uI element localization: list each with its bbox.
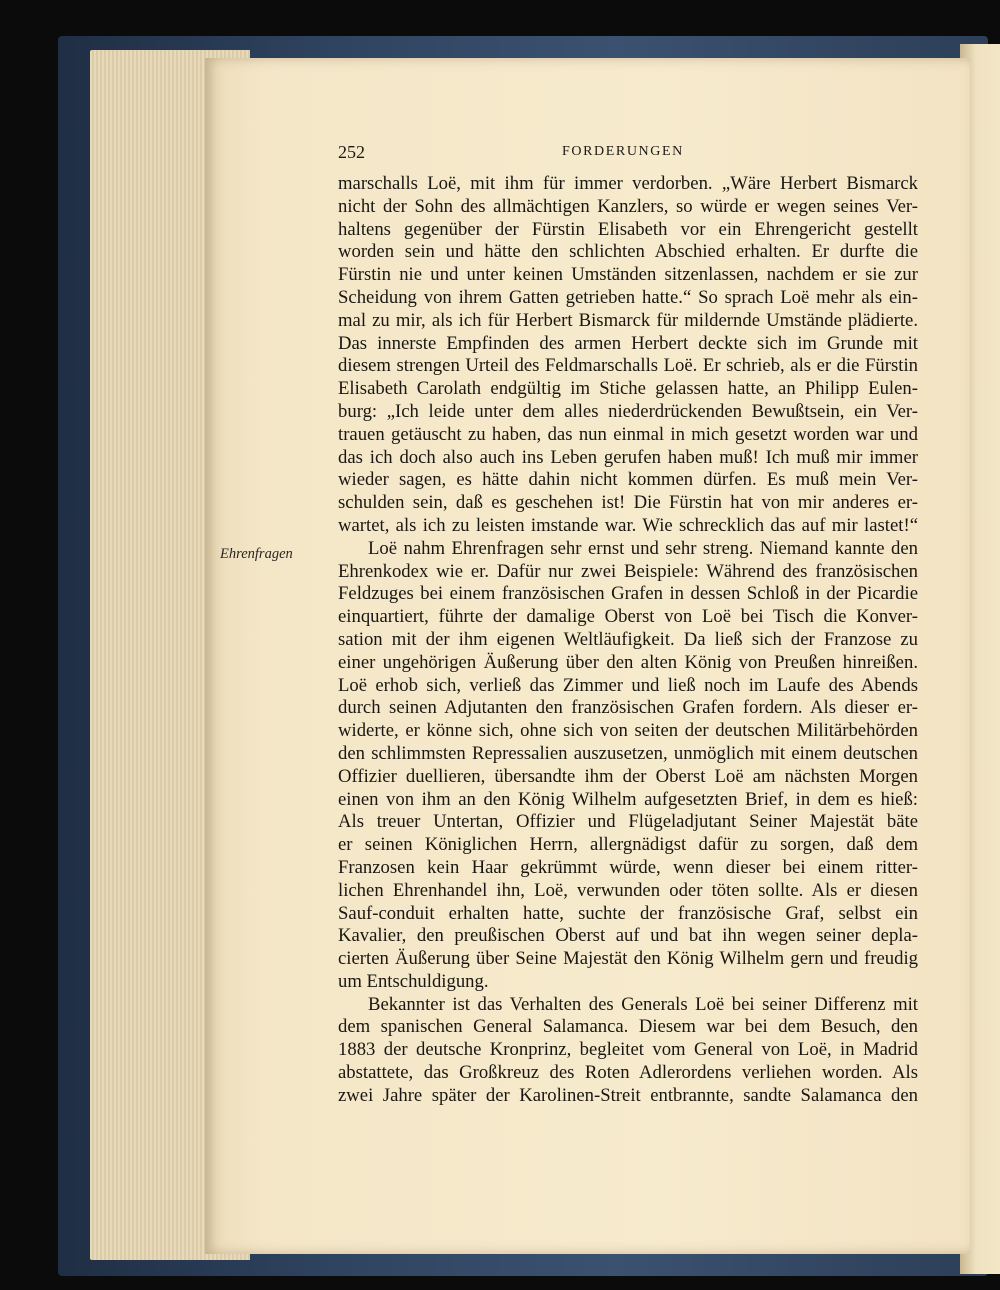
text-line: durch seinen Adjutanten den französischen Grafen fordern. Als dieser er- bbox=[338, 697, 918, 719]
marginal-note: Ehrenfragen bbox=[220, 546, 293, 562]
text-line: Loë erhob sich, verließ das Zimmer und ließ noch im Laufe des Abends bbox=[338, 674, 918, 696]
page-header bbox=[336, 142, 916, 166]
text-line: nicht der Sohn des allmächtigen Kanzlers, so würde er wegen seines Ver- bbox=[338, 195, 918, 217]
text-line: wieder sagen, es hätte dahin nicht kommen dürfen. Es muß mein Ver- bbox=[338, 469, 918, 491]
text-line: Das innerste Empfinden des armen Herbert deckte sich im Grunde mit bbox=[338, 332, 918, 354]
text-line: marschalls Loë, mit ihm für immer verdorben. „Wäre Herbert Bismarck bbox=[338, 173, 918, 194]
text-line: er seinen Königlichen Herrn, allergnädigst dafür zu sorgen, daß dem bbox=[338, 834, 918, 856]
text-line: Kavalier, den preußischen Oberst auf und bat ihn wegen seiner depla- bbox=[338, 925, 918, 947]
text-line: trauen getäuscht zu haben, das nun einmal in mich gesetzt worden war und bbox=[338, 423, 918, 445]
text-line: cierten Äußerung über Seine Majestät den König Wilhelm gern und freudig bbox=[338, 948, 918, 970]
text-line: Offizier duellieren, übersandte ihm der Oberst Loë am nächsten Morgen bbox=[338, 765, 918, 787]
text-line: Feldzuges bei einem französischen Grafen in dessen Schloß in der Picardie bbox=[338, 583, 918, 605]
text-line: einquartiert, führte der damalige Oberst von Loë bei Tisch die Konver- bbox=[338, 606, 918, 628]
text-line: lichen Ehrenhandel ihn, Loë, verwunden oder töten sollte. Als er diesen bbox=[338, 879, 918, 901]
text-line: Sauf-conduit erhalten hatte, suchte der französische Graf, selbst ein bbox=[338, 902, 918, 924]
text-line: Ehrenkodex wie er. Dafür nur zwei Beispiele: Während des französischen bbox=[338, 560, 918, 582]
text-line: haltens gegenüber der Fürstin Elisabeth vor ein Ehrengericht gestellt bbox=[338, 218, 918, 240]
text-line: zwei Jahre später der Karolinen-Streit entbrannte, sandte Salamanca den bbox=[338, 1084, 918, 1106]
text-line: 1883 der deutsche Kronprinz, begleitet vom General von Loë, in Madrid bbox=[338, 1039, 918, 1061]
text-line: Scheidung von ihrem Gatten getrieben hatte.“ So sprach Loë mehr als ein- bbox=[338, 286, 918, 308]
text-line: mal zu mir, als ich für Herbert Bismarck für mildernde Umstände plädierte. bbox=[338, 309, 918, 331]
page-number: 252 bbox=[338, 142, 365, 162]
text-line: schulden sein, daß es geschehen ist! Die Fürstin hat von mir anderes er- bbox=[338, 492, 918, 514]
text-line: abstattete, das Großkreuz des Roten Adlerordens verliehen worden. Als bbox=[338, 1062, 918, 1084]
text-line: worden sein und hätte den schlichten Abschied erhalten. Er durfte die bbox=[338, 241, 918, 263]
text-line: dem spanischen General Salamanca. Diesem war bei dem Besuch, den bbox=[338, 1016, 918, 1038]
text-line: diesem strengen Urteil des Feldmarschalls Loë. Er schrieb, als er die Fürstin bbox=[338, 355, 918, 377]
text-line: widerte, er könne sich, ohne sich von seiten der deutschen Militärbehörden bbox=[338, 720, 918, 742]
text-line: Bekannter ist das Verhalten des Generals Loë bei seiner Differenz mit bbox=[368, 993, 918, 1015]
text-line: Fürstin nie und unter keinen Umständen sitzenlassen, nachdem er sie zur bbox=[338, 264, 918, 286]
text-line: sation mit der ihm eigenen Weltläufigkeit. Da ließ sich der Franzose zu bbox=[338, 628, 918, 650]
running-head: FORDERUNGEN bbox=[562, 144, 684, 159]
text-line: Franzosen kein Haar gekrümmt würde, wenn dieser bei einem ritter- bbox=[338, 856, 918, 878]
text-line: wartet, als ich zu leisten imstande war. Wie schrecklich das auf mir lastet!“ bbox=[338, 514, 918, 536]
text-line: Loë nahm Ehrenfragen sehr ernst und sehr streng. Niemand kannte den bbox=[368, 537, 918, 559]
text-line: burg: „Ich leide unter dem alles niederdrückenden Bewußtsein, ein Ver- bbox=[338, 400, 918, 422]
text-line: um Entschuldigung. bbox=[338, 970, 489, 992]
body-text bbox=[338, 173, 918, 1108]
text-line: das ich doch also auch ins Leben gerufen haben muß! Ich muß mir immer bbox=[338, 446, 918, 468]
text-line: den schlimmsten Repressalien auszusetzen, unmöglich mit einem deutschen bbox=[338, 742, 918, 764]
text-line: einer ungehörigen Äußerung über den alten König von Preußen hinreißen. bbox=[338, 651, 918, 673]
text-line: Elisabeth Carolath endgültig im Stiche gelassen hatte, an Philipp Eulen- bbox=[338, 378, 918, 400]
text-line: Als treuer Untertan, Offizier und Flügeladjutant Seiner Majestät bäte bbox=[338, 811, 918, 833]
text-line: einen von ihm an den König Wilhelm aufgesetzten Brief, in dem es hieß: bbox=[338, 788, 918, 810]
